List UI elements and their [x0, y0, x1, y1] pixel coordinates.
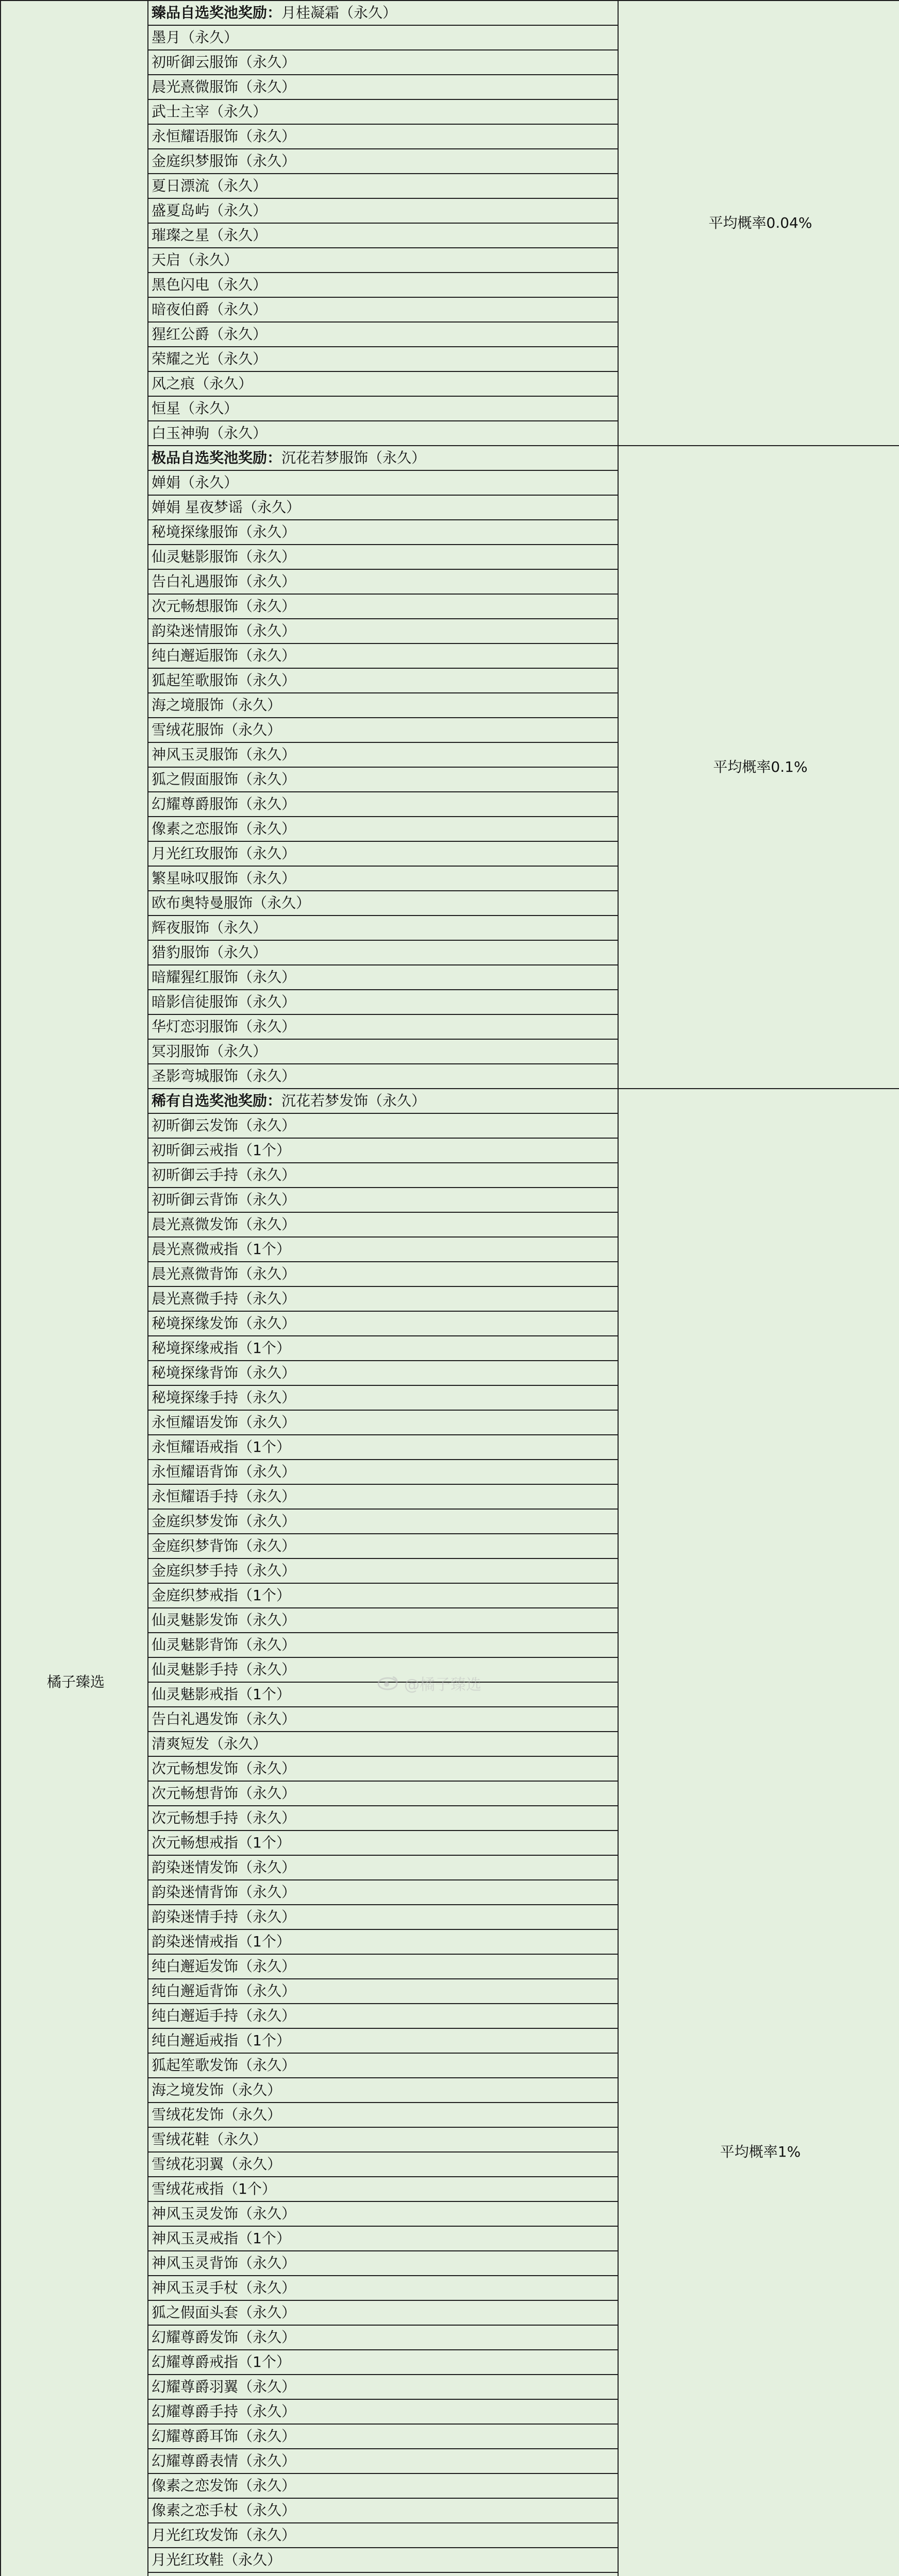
reward-item: 金庭织梦戒指（1个）: [148, 1583, 618, 1608]
reward-item: 初昕御云背饰（永久）: [148, 1188, 618, 1212]
section-header-cell: [148, 1089, 618, 1113]
reward-item: 韵染迷情戒指（1个）: [148, 1929, 618, 1954]
reward-item: 纯白邂逅手持（永久）: [148, 2004, 618, 2028]
reward-item: 初昕御云戒指（1个）: [148, 1138, 618, 1163]
reward-item: 婵娟 星夜梦谣（永久）: [148, 495, 618, 520]
reward-item: 神风玉灵发饰（永久）: [148, 2201, 618, 2226]
reward-item: 仙灵魅影发饰（永久）: [148, 1608, 618, 1633]
reward-item: 暗耀猩红服饰（永久）: [148, 965, 618, 990]
reward-item: 神风玉灵戒指（1个）: [148, 2226, 618, 2251]
reward-item: 荣耀之光（永久）: [148, 347, 618, 371]
reward-item: 猎豹服饰（永久）: [148, 940, 618, 965]
reward-item: 韵染迷情服饰（永久）: [148, 619, 618, 643]
section-header-label: 极品自选奖池奖励：: [152, 449, 282, 466]
reward-item: 永恒耀语戒指（1个）: [148, 1435, 618, 1460]
pool-name-cell: 橘子臻选: [1, 1, 148, 2576]
reward-item: 天启（永久）: [148, 248, 618, 273]
section-header-cell: [148, 446, 618, 470]
reward-item: 仙灵魅影手持（永久）: [148, 1657, 618, 1682]
reward-item: 幻耀尊爵戒指（1个）: [148, 2350, 618, 2375]
reward-item: 告白礼遇服饰（永久）: [148, 569, 618, 594]
reward-item: 婵娟（永久）: [148, 470, 618, 495]
reward-item: 次元畅想发饰（永久）: [148, 1756, 618, 1781]
reward-item: 海之境服饰（永久）: [148, 693, 618, 718]
reward-item: 晨光熹微背饰（永久）: [148, 1262, 618, 1286]
section-header-row: [1, 1, 899, 25]
reward-item: 风之痕（永久）: [148, 371, 618, 396]
section-header-value: 沉花若梦服饰（永久）: [281, 449, 426, 466]
reward-item: 幻耀尊爵发饰（永久）: [148, 2325, 618, 2350]
reward-item: 晨光熹微发饰（永久）: [148, 1212, 618, 1237]
reward-item: 像素之恋发饰（永久）: [148, 2473, 618, 2498]
reward-item: 圣影弯城服饰（永久）: [148, 1064, 618, 1089]
reward-item: 仙灵魅影背饰（永久）: [148, 1633, 618, 1657]
reward-item: 狐之假面头套（永久）: [148, 2300, 618, 2325]
reward-item: 辉夜服饰（永久）: [148, 916, 618, 940]
reward-item: 月光红玫发饰（永久）: [148, 2523, 618, 2548]
section-header-label: 稀有自选奖池奖励：: [152, 1092, 282, 1109]
reward-item: 永恒耀语服饰（永久）: [148, 124, 618, 149]
reward-item: 永恒耀语发饰（永久）: [148, 1410, 618, 1435]
reward-item: 初昕御云手持（永久）: [148, 1163, 618, 1188]
reward-item: 金庭织梦手持（永久）: [148, 1558, 618, 1583]
reward-item: 璀璨之星（永久）: [148, 223, 618, 248]
reward-item: 夏日漂流（永久）: [148, 174, 618, 198]
reward-item: 秘境探缘背饰（永久）: [148, 1361, 618, 1385]
reward-item: 秘境探缘手持（永久）: [148, 1385, 618, 1410]
reward-item: 金庭织梦发饰（永久）: [148, 1509, 618, 1534]
reward-item: 雪绒花戒指（1个）: [148, 2177, 618, 2201]
reward-item: 幻耀尊爵表情（永久）: [148, 2449, 618, 2473]
reward-item: 月光红玫鞋（永久）: [148, 2548, 618, 2572]
reward-item: 像素之恋手杖（永久）: [148, 2498, 618, 2523]
reward-item: 秘境探缘服饰（永久）: [148, 520, 618, 545]
reward-item: 纯白邂逅发饰（永久）: [148, 1954, 618, 1979]
reward-item: 初昕御云发饰（永久）: [148, 1113, 618, 1138]
reward-item: 神风玉灵背饰（永久）: [148, 2251, 618, 2276]
reward-item: 告白礼遇发饰（永久）: [148, 1707, 618, 1732]
reward-item: 韵染迷情背饰（永久）: [148, 1880, 618, 1905]
reward-item: 初昕御云服饰（永久）: [148, 50, 618, 75]
reward-item: 晨光熹微服饰（永久）: [148, 75, 618, 99]
reward-item: 秘境探缘戒指（1个）: [148, 1336, 618, 1361]
reward-item: 暗影信徒服饰（永久）: [148, 990, 618, 1014]
reward-item: 海之境发饰（永久）: [148, 2078, 618, 2103]
reward-item: 白玉神驹（永久）: [148, 421, 618, 446]
section-header-value: 月桂凝霜（永久）: [281, 4, 397, 21]
reward-item: 狐起笙歌发饰（永久）: [148, 2053, 618, 2078]
probability-cell: 平均概率0.1%: [618, 446, 899, 1089]
reward-item: [148, 2572, 618, 2576]
reward-item: 韵染迷情手持（永久）: [148, 1905, 618, 1929]
reward-item: 金庭织梦背饰（永久）: [148, 1534, 618, 1558]
probability-cell: 平均概率0.04%: [618, 1, 899, 446]
reward-item: 纯白邂逅戒指（1个）: [148, 2028, 618, 2053]
reward-item: 幻耀尊爵羽翼（永久）: [148, 2375, 618, 2399]
reward-item: 猩红公爵（永久）: [148, 322, 618, 347]
reward-item: 冥羽服饰（永久）: [148, 1039, 618, 1064]
reward-item: 繁星咏叹服饰（永久）: [148, 866, 618, 891]
reward-item: 雪绒花发饰（永久）: [148, 2103, 618, 2127]
section-header-cell: [148, 1, 618, 25]
reward-item: 狐起笙歌服饰（永久）: [148, 668, 618, 693]
reward-item: 次元畅想戒指（1个）: [148, 1831, 618, 1855]
reward-item: 纯白邂逅背饰（永久）: [148, 1979, 618, 2004]
reward-item: 次元畅想服饰（永久）: [148, 594, 618, 619]
reward-item: 韵染迷情发饰（永久）: [148, 1855, 618, 1880]
reward-item: 晨光熹微手持（永久）: [148, 1286, 618, 1311]
reward-item: 幻耀尊爵服饰（永久）: [148, 792, 618, 817]
reward-item: 永恒耀语手持（永久）: [148, 1484, 618, 1509]
reward-item: 黑色闪电（永久）: [148, 273, 618, 297]
reward-item: 秘境探缘发饰（永久）: [148, 1311, 618, 1336]
reward-item: 永恒耀语背饰（永久）: [148, 1460, 618, 1484]
reward-item: 晨光熹微戒指（1个）: [148, 1237, 618, 1262]
reward-item: 雪绒花鞋（永久）: [148, 2127, 618, 2152]
reward-item: 仙灵魅影服饰（永久）: [148, 545, 618, 569]
reward-item: 清爽短发（永久）: [148, 1732, 618, 1756]
watermark-text: @橘子臻选: [404, 1676, 481, 1694]
reward-item: 幻耀尊爵耳饰（永久）: [148, 2424, 618, 2449]
reward-item: 雪绒花服饰（永久）: [148, 718, 618, 742]
reward-item: 暗夜伯爵（永久）: [148, 297, 618, 322]
reward-item: 次元畅想背饰（永久）: [148, 1781, 618, 1806]
reward-item: 金庭织梦服饰（永久）: [148, 149, 618, 174]
section-header-label: 臻品自选奖池奖励：: [152, 4, 282, 21]
reward-item: 次元畅想手持（永久）: [148, 1806, 618, 1831]
reward-item: 幻耀尊爵手持（永久）: [148, 2399, 618, 2424]
reward-item: 欧布奥特曼服饰（永久）: [148, 891, 618, 916]
reward-item: 月光红玫服饰（永久）: [148, 841, 618, 866]
reward-item: 雪绒花羽翼（永久）: [148, 2152, 618, 2177]
reward-item: 华灯恋羽服饰（永久）: [148, 1014, 618, 1039]
reward-item: 像素之恋服饰（永久）: [148, 817, 618, 841]
reward-item: 武士主宰（永久）: [148, 99, 618, 124]
reward-item: 神风玉灵手杖（永久）: [148, 2276, 618, 2300]
reward-item: 盛夏岛屿（永久）: [148, 198, 618, 223]
reward-item: 狐之假面服饰（永久）: [148, 767, 618, 792]
probability-cell: 平均概率1%: [618, 1089, 899, 2576]
reward-item: 纯白邂逅服饰（永久）: [148, 643, 618, 668]
reward-item: 墨月（永久）: [148, 25, 618, 50]
reward-item: 神风玉灵服饰（永久）: [148, 742, 618, 767]
reward-item: 恒星（永久）: [148, 396, 618, 421]
reward-item: 仙灵魅影戒指（1个）: [148, 1682, 618, 1707]
section-header-value: 沉花若梦发饰（永久）: [281, 1092, 426, 1109]
